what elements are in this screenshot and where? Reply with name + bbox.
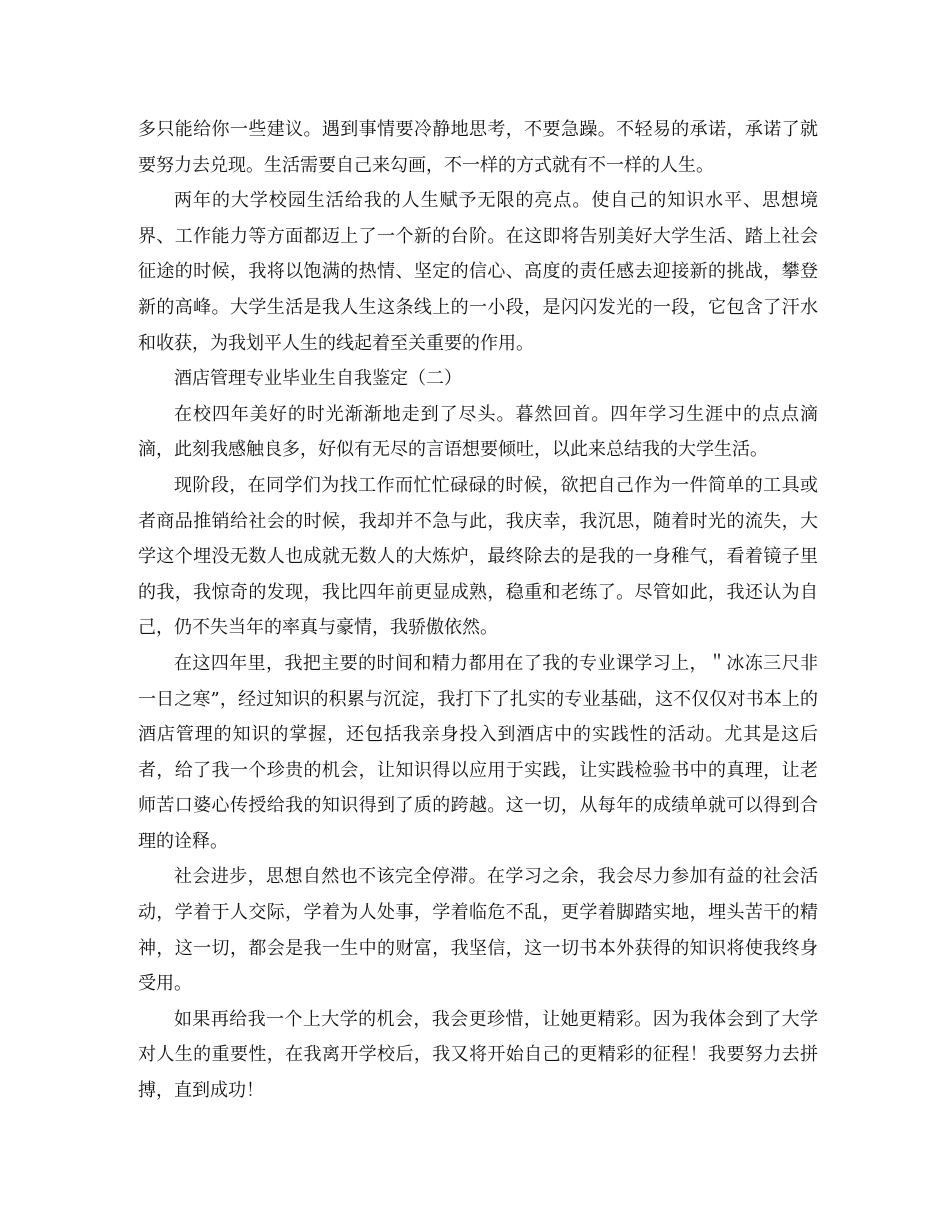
paragraph-social-activities: 社会进步，思想自然也不该完全停滞。在学习之余，我会尽力参加有益的社会活动，学着于人交际，学着为人处事，学着临危不乱，更学着脚踏实地，埋头苦干的精神，这一切，都会是我一生中的财富，我坚信，这一切书本外获得的知识将使我终身受用。 (138, 866, 818, 995)
paragraph-continuation: 多只能给你一些建议。遇到事情要冷静地思考，不要急躁。不轻易的承诺，承诺了就要努力去兑现。生活需要自己来勾画，不一样的方式就有不一样的人生。 (138, 119, 818, 176)
paragraph-professional-study: 在这四年里，我把主要的时间和精力都用在了我的专业课学习上，＂冰冻三尺非一日之寒”，经过知识的积累与沉淀，我打下了扎实的专业基础，这不仅仅对书本上的酒店管理的知识的掌握，还包括我亲身投入到酒店中的实践性的活动。尤其是这后者，给了我一个珍贵的机会，让知识得以应用于实践，让实践检验书中的真理，让老师苦口婆心传授给我的知识得到了质的跨越。这一切，从每年的成绩单就可以得到合理的诠释。 (138, 652, 818, 852)
section-heading: 酒店管理专业毕业生自我鉴定（二） (174, 368, 462, 390)
paragraph-four-years-intro: 在校四年美好的时光渐渐地走到了尽头。暮然回首。四年学习生涯中的点点滴滴，此刻我感触良多，好似有无尽的言语想要倾吐，以此来总结我的大学生活。 (138, 403, 818, 461)
paragraph-two-years-summary: 两年的大学校园生活给我的人生赋予无限的亮点。使自己的知识水平、思想境界、工作能力等方面都迈上了一个新的台阶。在这即将告别美好大学生活、踏上社会征途的时候，我将以饱满的热情、坚定的信心、高度的责任感去迎接新的挑战，攀登新的高峰。大学生活是我人生这条线上的一小段，是闪闪发光的一段，它包含了汗水和收获，为我划平人生的线起着至关重要的作用。 (138, 190, 818, 354)
paragraph-job-hunting: 现阶段，在同学们为找工作而忙忙碌碌的时候，欲把自己作为一件简单的工具或者商品推销给社会的时候，我却并不急与此，我庆幸，我沉思，随着时光的流失，大学这个埋没无数人也成就无数人的大炼炉，最终除去的是我的一身稚气，看着镜子里的我，我惊奇的发现，我比四年前更显成熟，稳重和老练了。尽管如此，我还认为自己，仍不失当年的率真与豪情，我骄傲依然。 (138, 474, 818, 639)
document-body (138, 112, 818, 1109)
paragraph-conclusion: 如果再给我一个上大学的机会，我会更珍惜，让她更精彩。因为我体会到了大学对人生的重要性，在我离开学校后，我又将开始自己的更精彩的征程！我要努力去拼搏，直到成功！ (138, 1008, 818, 1102)
